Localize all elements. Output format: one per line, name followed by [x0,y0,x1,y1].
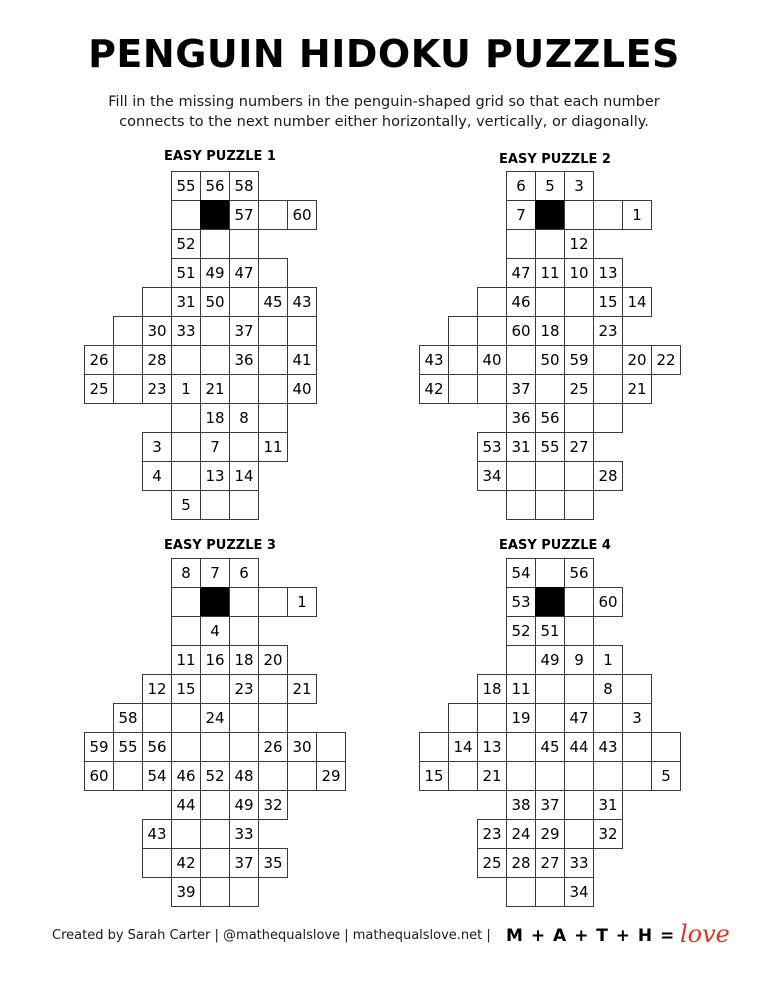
puzzle-cell-given: 5 [535,171,565,201]
puzzle-cell-given: 15 [171,674,201,704]
puzzle-cell-empty[interactable] [622,732,652,762]
puzzle-cell-given: 12 [142,674,172,704]
puzzle-cell-given: 30 [142,316,172,346]
puzzle-cell-empty[interactable] [448,316,478,346]
puzzle-cell-given: 35 [258,848,288,878]
puzzle-cell-given: 55 [171,171,201,201]
puzzle-cell-empty[interactable] [200,490,230,520]
page-title: PENGUIN HIDOKU PUZZLES [88,32,680,76]
puzzle-cell-given: 46 [171,761,201,791]
puzzle-cell-given: 9 [564,645,594,675]
puzzle-cell-given: 23 [229,674,259,704]
puzzle-cell-given: 46 [506,287,536,317]
puzzle-cell-given: 49 [200,258,230,288]
puzzle-cell-empty[interactable] [171,200,201,230]
puzzle-cell-empty[interactable] [229,877,259,907]
puzzle-cell-given: 44 [564,732,594,762]
puzzle-cell-given: 29 [316,761,346,791]
puzzle-cell-given: 4 [142,461,172,491]
puzzle-cell-given: 43 [593,732,623,762]
puzzle-cell-given: 18 [229,645,259,675]
puzzle-cell-empty[interactable] [622,674,652,704]
puzzle-cell-empty[interactable] [593,761,623,791]
puzzle-cell-empty[interactable] [258,761,288,791]
puzzle-cell-given: 6 [229,558,259,588]
puzzle-cell-empty[interactable] [564,461,594,491]
puzzle-cell-given: 47 [564,703,594,733]
puzzle-cell-given: 24 [506,819,536,849]
puzzle-cell-given: 34 [564,877,594,907]
puzzle-cell-empty[interactable] [258,674,288,704]
puzzle-cell-given: 45 [258,287,288,317]
puzzle-cell-given: 25 [84,374,114,404]
puzzle-cell-empty[interactable] [258,403,288,433]
puzzle-cell-given: 52 [200,761,230,791]
puzzle-cell-given: 47 [229,258,259,288]
puzzle-cell-given: 60 [506,316,536,346]
puzzle-cell-empty[interactable] [593,200,623,230]
puzzle-cell-given: 25 [477,848,507,878]
puzzle-cell-given: 41 [287,345,317,375]
puzzle-cell-empty[interactable] [258,703,288,733]
puzzle-cell-empty[interactable] [258,258,288,288]
puzzle-cell-given: 27 [535,848,565,878]
puzzle-cell-empty[interactable] [142,287,172,317]
puzzle-cell-given: 24 [200,703,230,733]
puzzle-cell-given: 40 [287,374,317,404]
puzzle-cell-given: 11 [535,258,565,288]
puzzle-cell-given: 25 [564,374,594,404]
puzzle-cell-empty[interactable] [564,819,594,849]
puzzle-cell-empty[interactable] [564,761,594,791]
puzzle-cell-empty[interactable] [258,316,288,346]
puzzle-cell-blocked [535,200,565,230]
puzzle-cell-given: 56 [200,171,230,201]
puzzle-cell-empty[interactable] [200,732,230,762]
puzzle-cell-empty[interactable] [477,316,507,346]
puzzle-cell-given: 44 [171,790,201,820]
puzzle-cell-given: 60 [84,761,114,791]
puzzle-cell-empty[interactable] [535,877,565,907]
puzzle-cell-empty[interactable] [113,761,143,791]
puzzle-cell-given: 51 [171,258,201,288]
puzzle-cell-empty[interactable] [142,848,172,878]
puzzle-cell-given: 43 [419,345,449,375]
puzzle-cell-given: 33 [171,316,201,346]
puzzle-cell-given: 26 [258,732,288,762]
puzzle-cell-empty[interactable] [419,732,449,762]
puzzle-cell-empty[interactable] [287,761,317,791]
puzzle-cell-given: 14 [622,287,652,317]
puzzle-cell-given: 32 [593,819,623,849]
puzzle-cell-given: 11 [506,674,536,704]
puzzle-cell-empty[interactable] [171,587,201,617]
puzzle-cell-given: 23 [593,316,623,346]
puzzle-cell-given: 50 [535,345,565,375]
puzzle-label: EASY PUZZLE 1 [164,149,276,164]
puzzle-cell-empty[interactable] [651,732,681,762]
puzzle-cell-given: 28 [506,848,536,878]
puzzle-cell-empty[interactable] [448,345,478,375]
puzzle-cell-given: 34 [477,461,507,491]
puzzle-cell-empty[interactable] [564,587,594,617]
puzzle-cell-empty[interactable] [564,490,594,520]
puzzle-cell-empty[interactable] [564,200,594,230]
puzzle-cell-blocked [535,587,565,617]
puzzle-cell-empty[interactable] [477,374,507,404]
puzzle-cell-given: 20 [258,645,288,675]
puzzle-cell-empty[interactable] [448,703,478,733]
puzzle-cell-empty[interactable] [535,287,565,317]
puzzle-cell-empty[interactable] [564,403,594,433]
puzzle-cell-given: 13 [593,258,623,288]
puzzle-cell-empty[interactable] [113,316,143,346]
puzzle-cell-empty[interactable] [448,761,478,791]
puzzle-cell-given: 7 [506,200,536,230]
puzzle-cell-given: 39 [171,877,201,907]
puzzle-cell-empty[interactable] [258,200,288,230]
puzzle-cell-given: 3 [564,171,594,201]
puzzle-cell-given: 40 [477,345,507,375]
puzzle-cell-given: 8 [593,674,623,704]
puzzle-cell-empty[interactable] [287,316,317,346]
puzzle-cell-empty[interactable] [200,877,230,907]
puzzle-cell-empty[interactable] [506,732,536,762]
puzzle-cell-given: 21 [287,674,317,704]
puzzle-cell-given: 45 [535,732,565,762]
puzzle-cell-empty[interactable] [171,819,201,849]
puzzle-cell-given: 33 [564,848,594,878]
puzzle-cell-empty[interactable] [229,616,259,646]
puzzle-cell-empty[interactable] [229,587,259,617]
puzzle-cell-empty[interactable] [506,229,536,259]
puzzle-cell-empty[interactable] [564,616,594,646]
puzzle-cell-empty[interactable] [171,432,201,462]
puzzle-cell-given: 12 [564,229,594,259]
puzzle-cell-given: 6 [506,171,536,201]
puzzle-cell-empty[interactable] [564,674,594,704]
puzzle-cell-empty[interactable] [535,558,565,588]
puzzle-cell-given: 33 [229,819,259,849]
puzzle-cell-given: 55 [535,432,565,462]
puzzle-cell-empty[interactable] [258,345,288,375]
puzzle-cell-given: 1 [287,587,317,617]
puzzle-cell-given: 7 [200,558,230,588]
puzzle-cell-empty[interactable] [200,316,230,346]
puzzle-cell-given: 28 [593,461,623,491]
instructions: Fill in the missing numbers in the penguin-shaped grid so that each number connects to the next number either horizontally, vertically, or diagonally. [108,94,660,130]
puzzle-cell-given: 54 [506,558,536,588]
puzzle-cell-given: 37 [535,790,565,820]
puzzle-cell-empty[interactable] [564,790,594,820]
puzzle-cell-empty[interactable] [113,345,143,375]
puzzle-cell-given: 8 [171,558,201,588]
puzzle-cell-given: 21 [477,761,507,791]
puzzle-cell-empty[interactable] [316,732,346,762]
puzzle-cell-given: 36 [229,345,259,375]
puzzle-cell-given: 47 [506,258,536,288]
puzzle-cell-empty[interactable] [506,877,536,907]
puzzle-cell-empty[interactable] [622,761,652,791]
puzzle-cell-empty[interactable] [229,374,259,404]
puzzle-cell-empty[interactable] [229,732,259,762]
brand-logo: M + A + T + H = [506,926,676,946]
puzzle-cell-given: 8 [229,403,259,433]
puzzle-cell-given: 50 [200,287,230,317]
puzzle-cell-empty[interactable] [171,732,201,762]
puzzle-cell-empty[interactable] [258,374,288,404]
puzzle-cell-given: 49 [229,790,259,820]
puzzle-cell-given: 58 [113,703,143,733]
puzzle-cell-given: 3 [142,432,172,462]
puzzle-cell-empty[interactable] [535,490,565,520]
puzzle-cell-given: 5 [651,761,681,791]
puzzle-cell-empty[interactable] [535,461,565,491]
puzzle-cell-given: 55 [113,732,143,762]
puzzle-cell-given: 15 [419,761,449,791]
puzzle-cell-given: 30 [287,732,317,762]
puzzle-cell-empty[interactable] [448,374,478,404]
puzzle-cell-given: 20 [622,345,652,375]
puzzle-cell-empty[interactable] [477,287,507,317]
puzzle-cell-given: 53 [506,587,536,617]
puzzle-cell-empty[interactable] [535,674,565,704]
puzzle-cell-given: 56 [535,403,565,433]
puzzle-cell-given: 14 [229,461,259,491]
puzzle-cell-given: 23 [477,819,507,849]
puzzle-cell-given: 37 [506,374,536,404]
puzzle-cell-given: 31 [171,287,201,317]
puzzle-cell-given: 43 [287,287,317,317]
puzzle-cell-given: 13 [200,461,230,491]
puzzle-cell-given: 48 [229,761,259,791]
puzzle-cell-given: 21 [200,374,230,404]
puzzle-cell-given: 28 [142,345,172,375]
puzzle-cell-empty[interactable] [593,403,623,433]
puzzle-cell-empty[interactable] [535,229,565,259]
puzzle-cell-given: 18 [477,674,507,704]
puzzle-cell-empty[interactable] [200,819,230,849]
puzzle-cell-given: 4 [200,616,230,646]
puzzle-cell-empty[interactable] [200,674,230,704]
puzzle-cell-empty[interactable] [229,432,259,462]
puzzle-cell-given: 22 [651,345,681,375]
puzzle-cell-given: 42 [419,374,449,404]
puzzle-cell-empty[interactable] [200,229,230,259]
puzzle-cell-given: 10 [564,258,594,288]
puzzle-cell-empty[interactable] [171,403,201,433]
puzzle-cell-given: 7 [200,432,230,462]
puzzle-label: EASY PUZZLE 3 [164,538,276,553]
puzzle-cell-given: 51 [535,616,565,646]
puzzle-cell-given: 1 [622,200,652,230]
puzzle-cell-given: 57 [229,200,259,230]
puzzle-cell-empty[interactable] [200,790,230,820]
puzzle-cell-given: 5 [171,490,201,520]
puzzle-cell-given: 16 [200,645,230,675]
puzzle-cell-empty[interactable] [564,287,594,317]
puzzle-cell-empty[interactable] [200,848,230,878]
puzzle-cell-given: 27 [564,432,594,462]
puzzle-cell-given: 60 [593,587,623,617]
puzzle-cell-given: 42 [171,848,201,878]
puzzle-cell-empty[interactable] [229,229,259,259]
puzzle-cell-empty[interactable] [171,461,201,491]
puzzle-cell-blocked [200,200,230,230]
puzzle-cell-given: 59 [84,732,114,762]
puzzle-cell-given: 60 [287,200,317,230]
footer-credit: Created by Sarah Carter | @mathequalslove | mathequalslove.net | [52,928,491,943]
puzzle-cell-given: 36 [506,403,536,433]
puzzle-cell-given: 31 [506,432,536,462]
puzzle-cell-blocked [200,587,230,617]
puzzle-cell-given: 1 [171,374,201,404]
brand-love: love [680,920,730,948]
puzzle-cell-given: 37 [229,848,259,878]
puzzle-cell-given: 29 [535,819,565,849]
puzzle-cell-empty[interactable] [593,703,623,733]
puzzle-cell-given: 49 [535,645,565,675]
puzzle-cell-empty[interactable] [171,616,201,646]
puzzle-cell-empty[interactable] [506,490,536,520]
puzzle-cell-empty[interactable] [142,703,172,733]
puzzle-cell-given: 18 [535,316,565,346]
puzzle-cell-given: 19 [506,703,536,733]
puzzle-cell-empty[interactable] [506,461,536,491]
puzzle-cell-given: 59 [564,345,594,375]
puzzle-cell-given: 56 [564,558,594,588]
puzzle-cell-given: 31 [593,790,623,820]
puzzle-cell-given: 11 [171,645,201,675]
puzzle-cell-empty[interactable] [229,490,259,520]
puzzle-cell-empty[interactable] [535,374,565,404]
puzzle-cell-given: 53 [477,432,507,462]
puzzle-cell-empty[interactable] [506,345,536,375]
puzzle-label: EASY PUZZLE 2 [499,152,611,167]
puzzle-cell-empty[interactable] [593,374,623,404]
puzzle-cell-empty[interactable] [113,374,143,404]
puzzle-cell-given: 1 [593,645,623,675]
puzzle-cell-given: 21 [622,374,652,404]
puzzle-cell-given: 38 [506,790,536,820]
puzzle-cell-empty[interactable] [535,761,565,791]
puzzle-cell-empty[interactable] [200,345,230,375]
puzzle-cell-given: 32 [258,790,288,820]
puzzle-cell-empty[interactable] [564,316,594,346]
puzzle-cell-empty[interactable] [171,703,201,733]
puzzle-cell-given: 15 [593,287,623,317]
puzzle-cell-given: 3 [622,703,652,733]
puzzle-cell-given: 54 [142,761,172,791]
puzzle-cell-given: 23 [142,374,172,404]
puzzle-cell-given: 43 [142,819,172,849]
puzzle-cell-given: 52 [171,229,201,259]
puzzle-cell-given: 11 [258,432,288,462]
puzzle-cell-given: 37 [229,316,259,346]
puzzle-cell-empty[interactable] [258,587,288,617]
puzzle-cell-empty[interactable] [506,761,536,791]
puzzle-cell-empty[interactable] [535,703,565,733]
puzzle-cell-given: 56 [142,732,172,762]
puzzle-cell-given: 58 [229,171,259,201]
puzzle-cell-empty[interactable] [506,645,536,675]
puzzle-cell-given: 13 [477,732,507,762]
puzzle-cell-empty[interactable] [229,287,259,317]
puzzle-cell-given: 14 [448,732,478,762]
puzzle-cell-empty[interactable] [229,703,259,733]
puzzle-cell-empty[interactable] [593,345,623,375]
puzzle-cell-given: 26 [84,345,114,375]
puzzle-cell-empty[interactable] [477,703,507,733]
puzzle-cell-empty[interactable] [171,345,201,375]
puzzle-cell-given: 18 [200,403,230,433]
puzzle-label: EASY PUZZLE 4 [499,538,611,553]
puzzle-cell-given: 52 [506,616,536,646]
